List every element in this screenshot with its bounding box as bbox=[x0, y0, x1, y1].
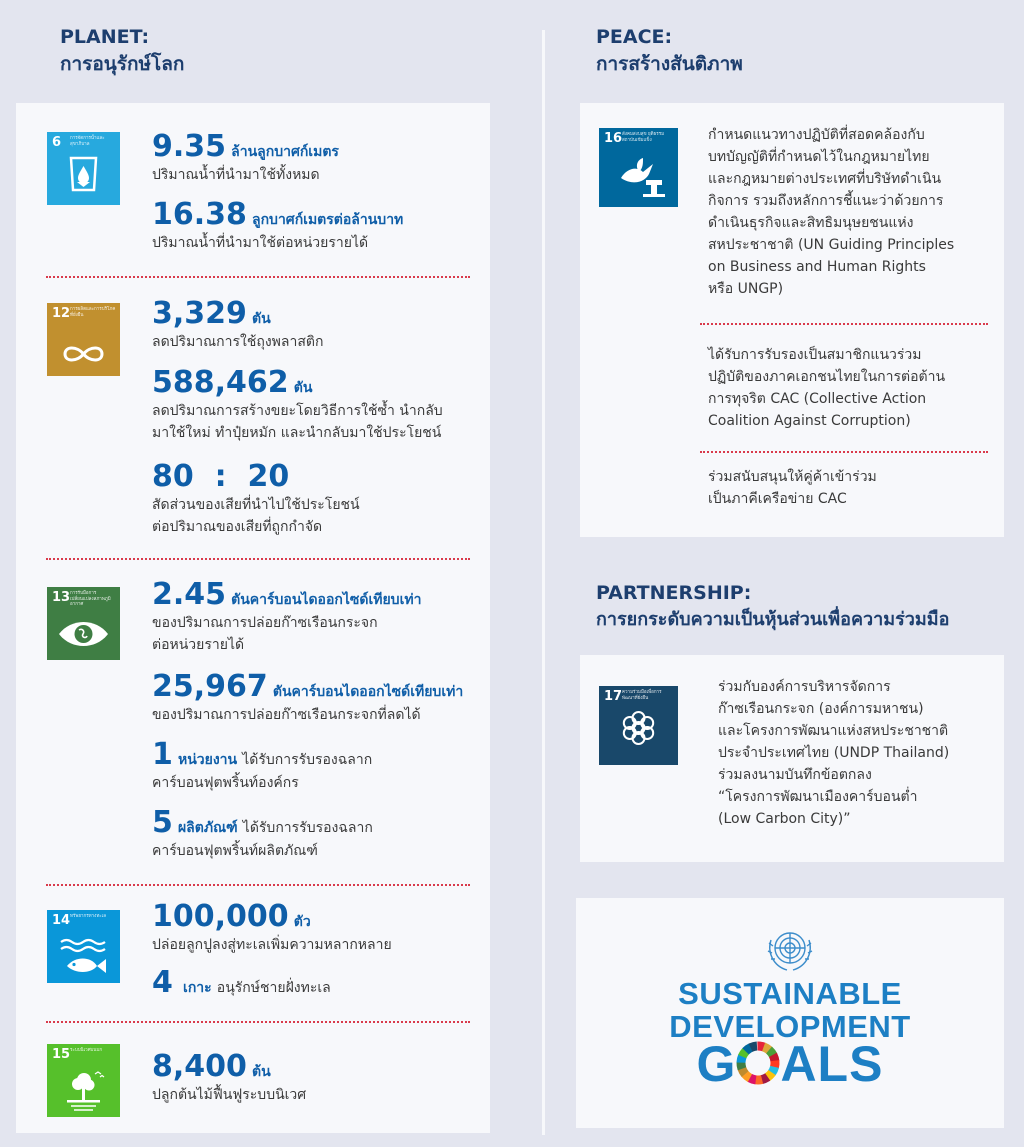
stat-plastic: 3,329 ตัน ลดปริมาณการใช้ถุงพลาสติก bbox=[152, 296, 324, 350]
planet-title-en: PLANET: bbox=[60, 26, 150, 48]
peace-item-1: กำหนดแนวทางปฏิบัติที่สอดคล้องกับ บทบัญญัติที่กำหนดไว้ในกฎหมายไทย และกฎหมายต่างประเทศที่บริษัทดำเนิน กิจการ รวมถึงหลักการชี้แนะว่าด้วยการ ดำเนินธุรกิจและสิทธิมนุษยชนแห่ง สหประชาชาติ (UN Guiding Principles on Business and Human Rights หรือ UNGP) bbox=[708, 127, 955, 297]
sdg-16-icon: 16 สังคมสงบสุข ยุติธรรม สถาบันเข้มแข็ง bbox=[599, 128, 678, 207]
peace-heading bbox=[596, 24, 743, 78]
stat-co2-intensity: 2.45 ตันคาร์บอนไดออกไซด์เทียบเท่า ของปริมาณการปล่อยก๊าซเรือนกระจก ต่อหน่วยรายได้ bbox=[152, 577, 422, 653]
sdg-logo bbox=[576, 898, 1004, 1128]
dotted-separator bbox=[46, 558, 470, 560]
dotted-separator bbox=[700, 451, 988, 453]
stat-product-label: 5 ผลิตภัณฑ์ ได้รับการรับรองฉลาก คาร์บอนฟุตพริ้นท์ผลิตภัณฑ์ bbox=[152, 805, 373, 859]
stat-ratio: 80 : 20 สัดส่วนของเสียที่นำไปใช้ประโยชน์ ต่อปริมาณของเสียที่ถูกกำจัด bbox=[152, 459, 360, 535]
column-divider bbox=[542, 30, 545, 1135]
stat-co2-reduced: 25,967 ตันคาร์บอนไดออกไซด์เทียบเท่า ของปริมาณการปล่อยก๊าซเรือนกระจกที่ลดได้ bbox=[152, 669, 464, 723]
partnership-title-en: PARTNERSHIP: bbox=[596, 582, 752, 604]
peace-item-3: ร่วมสนับสนุนให้คู่ค้าเข้าร่วม เป็นภาคีเครือข่าย CAC bbox=[708, 469, 877, 507]
stat-trees: 8,400 ต้น ปลูกต้นไม้ฟื้นฟูระบบนิเวศ bbox=[152, 1049, 307, 1103]
dotted-separator bbox=[46, 884, 470, 886]
stat-org-label: 1 หน่วยงาน ได้รับการรับรองฉลาก คาร์บอนฟุตพริ้นท์องค์กร bbox=[152, 737, 373, 791]
peace-item-2: ได้รับการรับรองเป็นสมาชิกแนวร่วม ปฏิบัติของภาคเอกชนไทยในการต่อต้าน การทุจริต CAC (Collective Action Coalition Against Corruption) bbox=[708, 347, 946, 429]
sdg-14-icon: 14 ทรัพยากรทางทะเล bbox=[47, 910, 120, 983]
sdg-12-icon: 12 การผลิตและการบริโภคที่ยั่งยืน bbox=[47, 303, 120, 376]
peace-title-th: การสร้างสันติภาพ bbox=[596, 53, 743, 75]
dotted-separator bbox=[46, 276, 470, 278]
sdg-17-icon: 17 ความร่วมมือเพื่อการพัฒนาที่ยั่งยืน bbox=[599, 686, 678, 765]
sdg-logo-line2: DEVELOPMENT bbox=[669, 1009, 911, 1044]
sdg-15-icon: 15 ระบบนิเวศบนบก bbox=[47, 1044, 120, 1117]
sdg-6-icon: 6 การจัดการน้ำและสุขาภิบาล bbox=[47, 132, 120, 205]
dotted-separator bbox=[46, 1021, 470, 1023]
planet-title-th: การอนุรักษ์โลก bbox=[60, 53, 185, 75]
stat-islands: 4 เกาะ อนุรักษ์ชายฝั่งทะเล bbox=[152, 965, 331, 1000]
stat-waste: 588,462 ตัน ลดปริมาณการสร้างขยะโดยวิธีการใช้ซ้ำ นำกลับ มาใช้ใหม่ ทำปุ๋ยหมัก และนำกลับมาใช้ประโยชน์ bbox=[152, 365, 443, 441]
planet-heading bbox=[60, 24, 184, 78]
sdg-logo-line3: G ALS bbox=[696, 1036, 884, 1092]
stat-water-revenue: 16.38 ลูกบาศก์เมตรต่อล้านบาท ปริมาณน้ำที่นำมาใช้ต่อหน่วยรายได้ bbox=[152, 197, 404, 251]
sdg-logo-line1: SUSTAINABLE bbox=[678, 976, 902, 1011]
un-emblem-icon bbox=[763, 926, 817, 974]
partnership-text: ร่วมกับองค์การบริหารจัดการ ก๊าซเรือนกระจก (องค์การมหาชน) และโครงการพัฒนาแห่งสหประชาชาติ ประจำประเทศไทย (UNDP Thailand) ร่วมลงนามบันทึกข้อตกลง “โครงการพัฒนาเมืองคาร์บอนต่ำ (Low Carbon City)” bbox=[718, 679, 950, 827]
peace-title-en: PEACE: bbox=[596, 26, 673, 48]
sdg-13-icon: 13 การรับมือการเปลี่ยนแปลงสภาพภูมิอากาศ bbox=[47, 587, 120, 660]
sdg-wheel-icon bbox=[736, 1041, 780, 1085]
partnership-title-th: การยกระดับความเป็นหุ้นส่วนเพื่อความร่วมมือ bbox=[596, 609, 950, 630]
partnership-heading bbox=[596, 580, 949, 634]
stat-crabs: 100,000 ตัว ปล่อยลูกปูลงสู่ทะเลเพิ่มความหลากหลาย bbox=[152, 899, 392, 953]
dotted-separator bbox=[700, 323, 988, 325]
stat-water-total: 9.35 ล้านลูกบาศก์เมตร ปริมาณน้ำที่นำมาใช้ทั้งหมด bbox=[152, 129, 339, 183]
